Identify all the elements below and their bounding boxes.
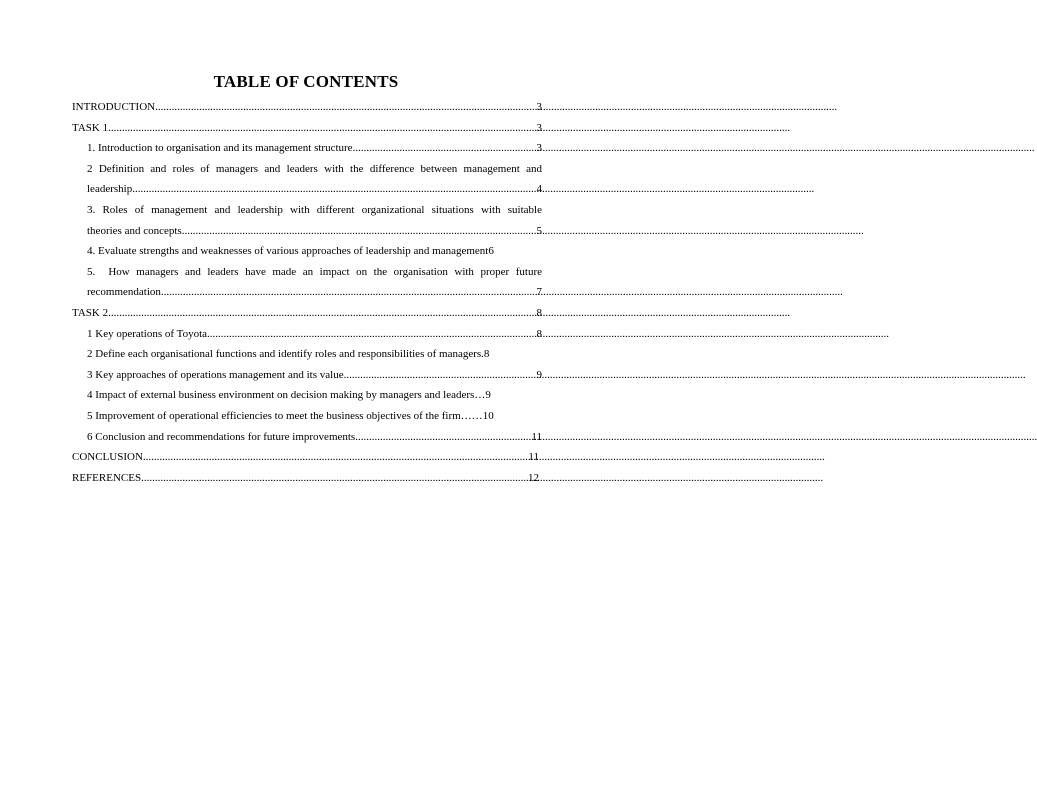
toc-dot-leader xyxy=(353,138,537,159)
toc-entry-text: 1. Introduction to organisation and its management structure xyxy=(87,142,353,155)
toc-entry-text-line1: 3. Roles of management and leadership with different organizational situations with suitable xyxy=(87,203,542,216)
toc-page-number: 7 xyxy=(536,286,542,299)
toc-page-number: 3 xyxy=(536,121,542,134)
toc-entry-text-line1: 2 Definition and roles of managers and leaders with the difference between management and xyxy=(87,162,542,175)
toc-dot-leader xyxy=(108,118,536,139)
toc-page-number: 8 xyxy=(536,327,542,340)
toc-entry-text: 4. Evaluate strengths and weaknesses of various approaches of leadership and management xyxy=(87,245,489,258)
toc-dot-leader xyxy=(108,303,536,324)
toc-entry-task2-5[interactable] xyxy=(72,406,542,427)
table-of-contents xyxy=(72,97,542,488)
toc-entry-text: INTRODUCTION xyxy=(72,101,156,113)
toc-entry-task2-6[interactable] xyxy=(72,427,542,448)
toc-page-number: 9 xyxy=(485,389,491,402)
toc-page-number: 11 xyxy=(531,430,542,443)
toc-entry-introduction[interactable] xyxy=(72,97,542,118)
toc-page-number: 5 xyxy=(536,224,542,237)
toc-entry-text: 2 Define each organisational functions and identify roles and responsibilities of managers. xyxy=(87,348,484,361)
toc-entry-task-2[interactable] xyxy=(72,303,542,324)
toc-entry-text: REFERENCES xyxy=(72,471,142,484)
toc-entry-text: recommendation xyxy=(87,286,161,299)
toc-dot-leader xyxy=(355,427,531,448)
toc-entry-task2-2[interactable] xyxy=(72,344,542,365)
toc-entry-task1-3[interactable] xyxy=(72,200,542,241)
toc-dot-leader xyxy=(155,97,536,118)
toc-entry-text: 4 Impact of external business environment on decision making by managers and leaders… xyxy=(87,389,486,402)
toc-dot-leader xyxy=(182,221,537,242)
toc-entry-task1-5[interactable] xyxy=(72,262,542,303)
toc-page-number: 8 xyxy=(483,348,490,361)
toc-entry-text: TASK 1 xyxy=(72,121,109,134)
toc-dot-leader xyxy=(344,365,537,386)
toc-entry-text: leadership xyxy=(87,183,133,196)
toc-entry-text: 6 Conclusion and recommendations for future improvements xyxy=(87,430,356,443)
toc-entry-text: 1 Key operations of Toyota xyxy=(87,327,208,340)
toc-entry-text: 3 Key approaches of operations management and its value xyxy=(87,368,344,381)
toc-dot-leader xyxy=(161,282,537,303)
toc-entry-task2-1[interactable] xyxy=(72,324,542,345)
toc-entry-task2-3[interactable] xyxy=(72,365,542,386)
toc-dot-leader xyxy=(141,468,528,489)
toc-entry-conclusion[interactable] xyxy=(72,447,542,468)
toc-entry-task1-1[interactable] xyxy=(72,138,542,159)
toc-page-number: 8 xyxy=(536,306,542,319)
toc-page-number: 11 xyxy=(528,451,539,464)
toc-entry-text-line1: 5. How managers and leaders have made an impact on the organisation with proper future xyxy=(87,265,542,278)
toc-dot-leader xyxy=(143,447,529,468)
toc-entry-references[interactable] xyxy=(72,468,542,489)
toc-dot-leader xyxy=(207,324,536,345)
toc-entry-task-1[interactable] xyxy=(72,118,542,139)
toc-entry-task2-4[interactable] xyxy=(72,385,542,406)
toc-page-number: 12 xyxy=(528,471,539,484)
toc-entry-text: CONCLUSION xyxy=(72,451,143,464)
toc-entry-text: TASK 2 xyxy=(72,306,109,319)
toc-page-number: 6 xyxy=(488,245,494,258)
toc-entry-task1-4[interactable] xyxy=(72,241,542,262)
toc-dot-leader xyxy=(132,179,536,200)
toc-page-number: 3 xyxy=(536,142,542,155)
toc-page-number: 10 xyxy=(482,409,494,422)
toc-entry-task1-2[interactable] xyxy=(72,159,542,200)
toc-entry-text: theories and concepts xyxy=(87,224,182,237)
toc-entry-text: 5 Improvement of operational efficiencies to meet the business objectives of the firm…… xyxy=(87,409,483,422)
toc-title: TABLE OF CONTENTS xyxy=(213,72,399,91)
toc-page-number: 4 xyxy=(536,183,542,196)
toc-page-number: 3 xyxy=(536,101,542,113)
toc-page-number: 9 xyxy=(536,368,542,381)
